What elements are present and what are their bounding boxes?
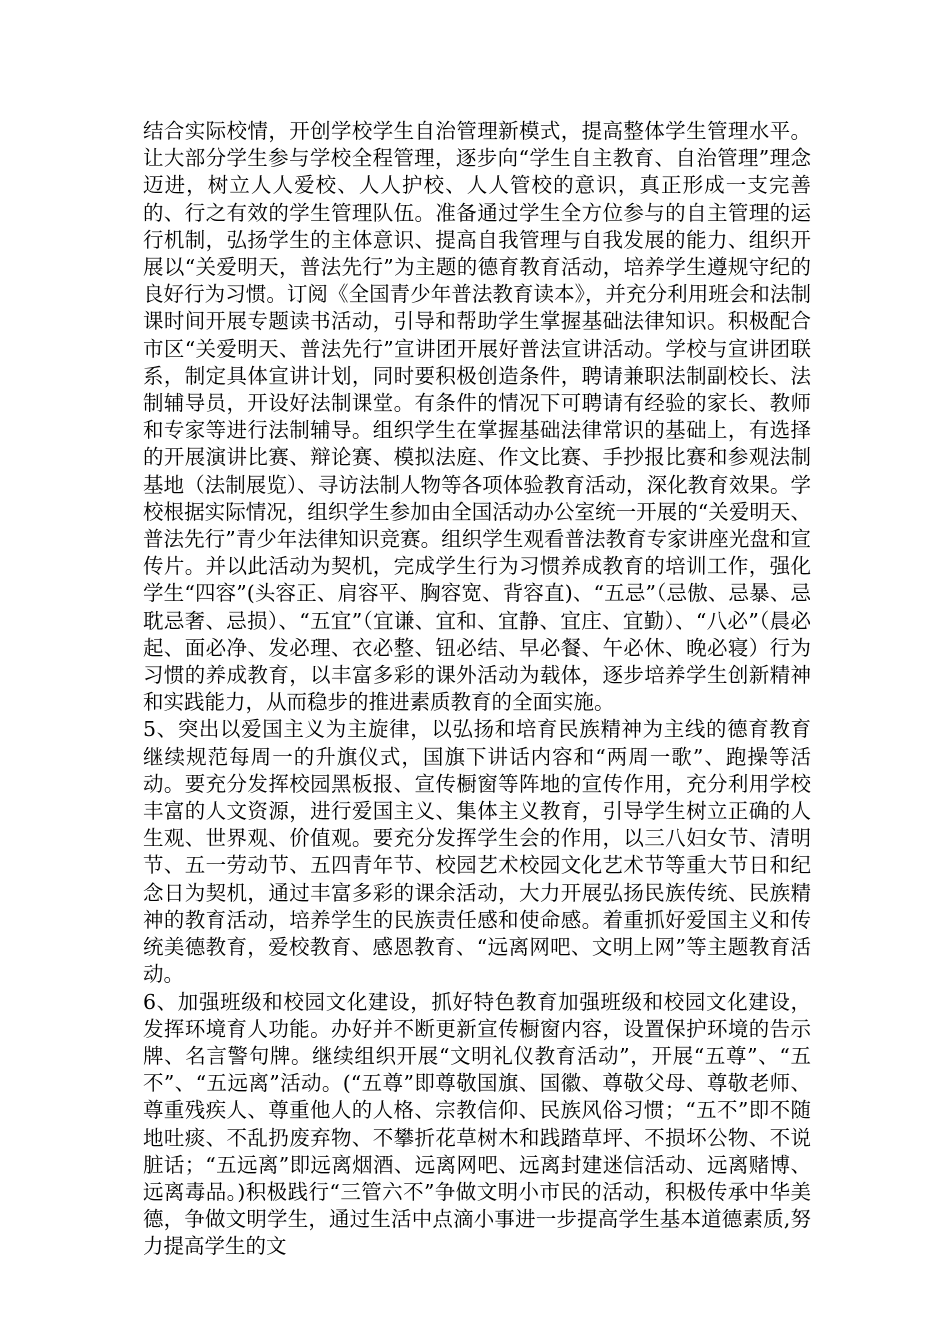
paragraph-patriotism-education: 5、突出以爱国主义为主旋律，以弘扬和培育民族精神为主线的德育教育继续规范每周一的升旗仪式，国旗下讲话内容和“两周一歌”、跑操等活动。要充分发挥校园黑板报、宣传橱窗等阵地的宣传作用，充分利用学校丰富的人文资源，进行爱国主义、集体主义教育，引导学生树立正确的人生观、世界观、价值观。要充分发挥学生会的作用，以三八妇女节、清明节、五一劳动节、五四青年节、校园艺术校园文化艺术节等重大节日和纪念日为契机，通过丰富多彩的课余活动，大力开展弘扬民族传统、民族精神的教育活动，培养学生的民族责任感和使命感。着重抓好爱国主义和传统美德教育，爱校教育、感恩教育、“远离网吧、文明上网”等主题教育活动。 — [143, 717, 811, 987]
paragraph-student-self-management: 结合实际校情，开创学校学生自治管理新模式，提高整体学生管理水平。让大部分学生参与学校全程管理，逐步向“学生自主教育、自治管理”理念迈进，树立人人爱校、人人护校、人人管校的意识，真正形成一支完善的、行之有效的学生管理队伍。准备通过学生全方位参与的自主管理的运行机制，弘扬学生的主体意识、提高自我管理与自我发展的能力、组织开展以“关爱明天，普法先行”为主题的德育教育活动，培养学生遵规守纪的良好行为习惯。订阅《全国青少年普法教育读本》，并充分利用班会和法制课时间开展专题读书活动，引导和帮助学生掌握基础法律知识。积极配合市区“关爱明天、普法先行”宣讲团开展好普法宣讲活动。学校与宣讲团联系，制定具体宣讲计划，同时要积极创造条件，聘请兼职法制副校长、法制辅导员，开设好法制课堂。有条件的情况下可聘请有经验的家长、教师和专家等进行法制辅导。组织学生在掌握基础法律常识的基础上，有选择的开展演讲比赛、辩论赛、模拟法庭、作文比赛、手抄报比赛和参观法制基地（法制展览）、寻访法制人物等各项体验教育活动，深化教育效果。学校根据实际情况，组织学生参加由全国活动办公室统一开展的“关爱明天、普法先行”青少年法律知识竞赛。组织学生观看普法教育专家讲座光盘和宣传片。并以此活动为契机，完成学生行为习惯养成教育的培训工作，强化学生“四容”(头容正、肩容平、胸容宽、背容直)、“五忌”（忌傲、忌暴、忌耽忌奢、忌损）、“五宜”（宜谦、宜和、宜静、宜庄、宜勤）、“八必”（晨必起、面必净、发必理、衣必整、钮必结、早必餐、午必休、晚必寝）行为习惯的养成教育，以丰富多彩的课外活动为载体，逐步培养学生创新精神和实践能力，从而稳步的推进素质教育的全面实施。 — [143, 119, 811, 715]
paragraph-campus-culture: 6、加强班级和校园文化建设，抓好特色教育加强班级和校园文化建设，发挥环境育人功能。办好并不断更新宣传橱窗内容，设置保护环境的告示牌、名言警句牌。继续组织开展“文明礼仪教育活动”，开展“五尊”、“五不”、“五远离”活动。(“五尊”即尊敬国旗、国徽、尊敬父母、尊敬老师、尊重残疾人、尊重他人的人格、宗教信仰、民族风俗习惯；“五不”即不随地吐痰、不乱扔废弃物、不攀折花草树木和践踏草坪、不损坏公物、不说脏话；“五远离”即远离烟酒、远离网吧、远离封建迷信活动、远离赌博、远离毒品。)积极践行“三管六不”争做文明小市民的活动，积极传承中华美德，争做文明学生，通过生活中点滴小事进一步提高学生基本道德素质,努力提高学生的文 — [143, 989, 811, 1259]
document-body — [143, 118, 811, 1261]
